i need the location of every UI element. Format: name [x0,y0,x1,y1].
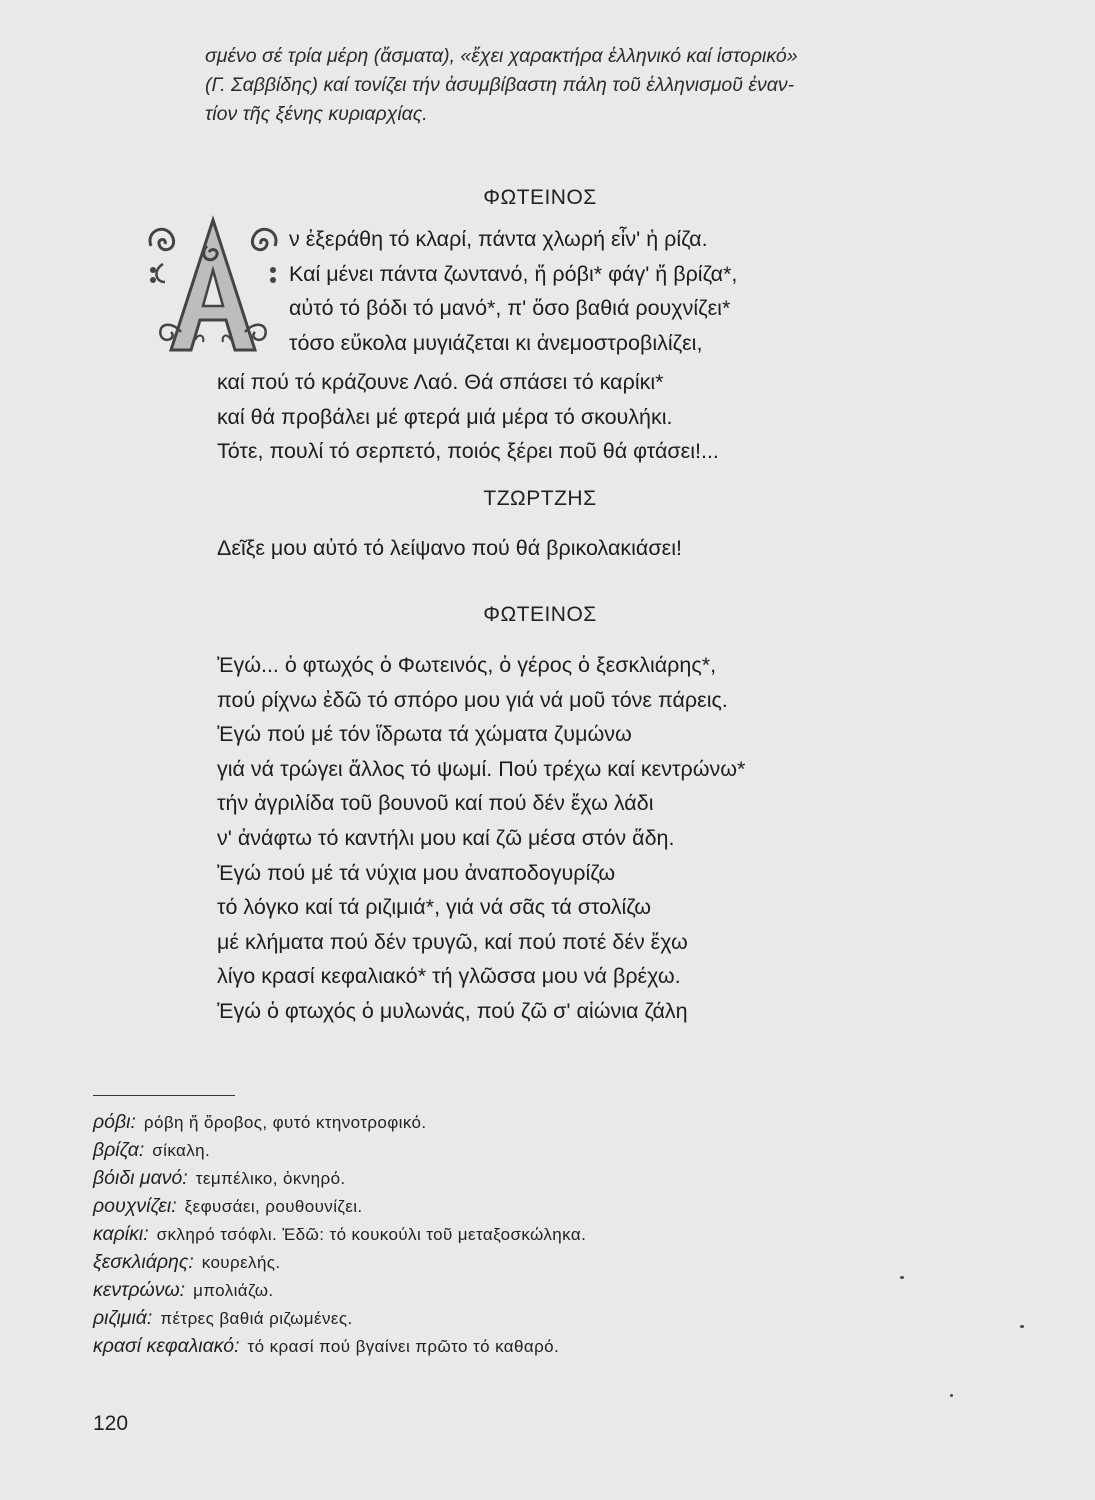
verse-line: πού ρίχνω ἐδῶ τό σπόρο μου γιά νά μοῦ τόνε πάρεις. [217,687,728,712]
verse-line: αὐτό τό βόδι τό μανό*, π' ὅσο βαθιά ρουχνίζει* [289,296,731,321]
glossary-entry [93,1220,586,1248]
glossary-term: κρασί κεφαλιακό: [93,1335,240,1357]
verse-line: Τότε, πουλί τό σερπετό, ποιός ξέρει ποῦ θά φτάσει!... [217,439,719,464]
verse-line: Ἐγώ ὁ φτωχός ὁ μυλωνάς, πού ζῶ σ' αἰώνια ζάλη [217,998,688,1023]
glossary-term: ρόβι: [93,1111,136,1133]
glossary-definition: κουρελής. [201,1253,281,1272]
glossary-entry [93,1248,586,1276]
verse-line: λίγο κρασί κεφαλιακό* τή γλῶσσα μου νά βρέχω. [217,964,681,989]
glossary-entry [93,1192,586,1220]
glossary-entry [93,1108,586,1136]
glossary-footnotes [93,1108,586,1360]
dropcap-letter-a-ornament [143,208,283,358]
verse-line: καί θά προβάλει μέ φτερά μιά μέρα τό σκουλήκι. [217,404,673,429]
glossary-definition: σκληρό τσόφλι. Ἐδῶ: τό κουκούλι τοῦ μεταξοσκώληκα. [156,1225,587,1244]
print-speck [900,1276,904,1279]
intro-line: σμένο σέ τρία μέρη (ἄσματα), «ἔχει χαρακτήρα ἑλληνικό καί ἱστορικό» [205,45,798,67]
verse-line: τήν ἀγριλίδα τοῦ βουνοῦ καί πού δέν ἔχω λάδι [217,791,654,816]
print-speck [950,1394,953,1397]
verse-line: Ἐγώ... ὁ φτωχός ὁ Φωτεινός, ὁ γέρος ὁ ξεσκλιάρης*, [217,653,717,677]
print-speck [1020,1325,1024,1328]
verse-line: τό λόγκο καί τά ριζιμιά*, γιά νά σᾶς τά στολίζω [217,895,652,920]
verse-line: Δεῖξε μου αὐτό τό λείψανο πού θά βρικολακιάσει! [217,536,682,560]
verse-line: γιά νά τρώγει ἄλλος τό ψωμί. Πού τρέχω καί κεντρώνω* [217,756,746,781]
glossary-entry [93,1164,586,1192]
verse-line: Ἐγώ πού μέ τόν ἵδρωτα τά χώματα ζυμώνω [217,722,632,747]
glossary-definition: τεμπέλικο, ὀκνηρό. [195,1169,346,1188]
verse-line: μέ κλήματα πού δέν τρυγῶ, καί πού ποτέ δέν ἔχω [217,929,688,954]
glossary-entry [93,1304,586,1332]
verse-block [217,648,745,1029]
verse-line: τόσο εὔκολα μυγιάζεται κι ἀνεμοστροβιλίζει, [289,330,703,355]
verse-block [289,222,737,360]
verse-block [217,365,719,469]
verse-line: Ἐγώ πού μέ τά νύχια μου ἀναποδογυρίζω [217,860,616,885]
footnote-divider [93,1095,235,1096]
glossary-entry [93,1276,586,1304]
verse-line: Καί μένει πάντα ζωντανό, ἤ ρόβι* φάγ' ἤ βρίζα*, [289,261,738,286]
glossary-entry [93,1136,586,1164]
glossary-term: ξεσκλιάρης: [93,1251,194,1273]
glossary-definition: ρόβη ἤ ὄροβος, φυτό κτηνοτροφικό. [143,1113,427,1132]
speaker-heading: ΦΩΤΕΙΝΟΣ [483,603,597,626]
verse-line: καί πού τό κράζουνε Λαό. Θά σπάσει τό καρίκι* [217,370,664,394]
glossary-term: ριζιμιά: [93,1307,153,1329]
glossary-term: ρουχνίζει: [93,1195,177,1217]
glossary-term: βρίζα: [93,1139,145,1161]
glossary-term: βόιδι μανό: [93,1167,188,1189]
glossary-definition: πέτρες βαθιά ριζωμένες. [160,1309,353,1328]
intro-line: (Γ. Σαββίδης) καί τονίζει τήν ἀσυμβίβαστη πάλη τοῦ ἑλληνισμοῦ ἐναν- [205,74,795,96]
glossary-definition: τό κρασί πού βγαίνει πρῶτο τό καθαρό. [247,1337,560,1356]
glossary-term: κεντρώνω: [93,1279,186,1301]
glossary-definition: ξεφυσάει, ρουθουνίζει. [184,1197,363,1216]
intro-paragraph [205,42,995,129]
speaker-heading: ΦΩΤΕΙΝΟΣ [483,186,597,209]
glossary-term: καρίκι: [93,1223,149,1245]
glossary-entry [93,1332,586,1360]
glossary-definition: σίκαλη. [152,1141,211,1160]
verse-line: ν ἐξεράθη τό κλαρί, πάντα χλωρή εἶν' ἡ ρίζα. [289,227,708,251]
verse-block [217,531,682,566]
page-number: 120 [93,1412,129,1435]
verse-line: ν' ἀνάφτω τό καντήλι μου καί ζῶ μέσα στόν ἅδη. [217,825,675,850]
intro-line: τίον τῆς ξένης κυριαρχίας. [205,103,428,125]
glossary-definition: μπολιάζω. [193,1281,274,1300]
speaker-heading: ΤΖΩΡΤΖΗΣ [483,487,597,510]
